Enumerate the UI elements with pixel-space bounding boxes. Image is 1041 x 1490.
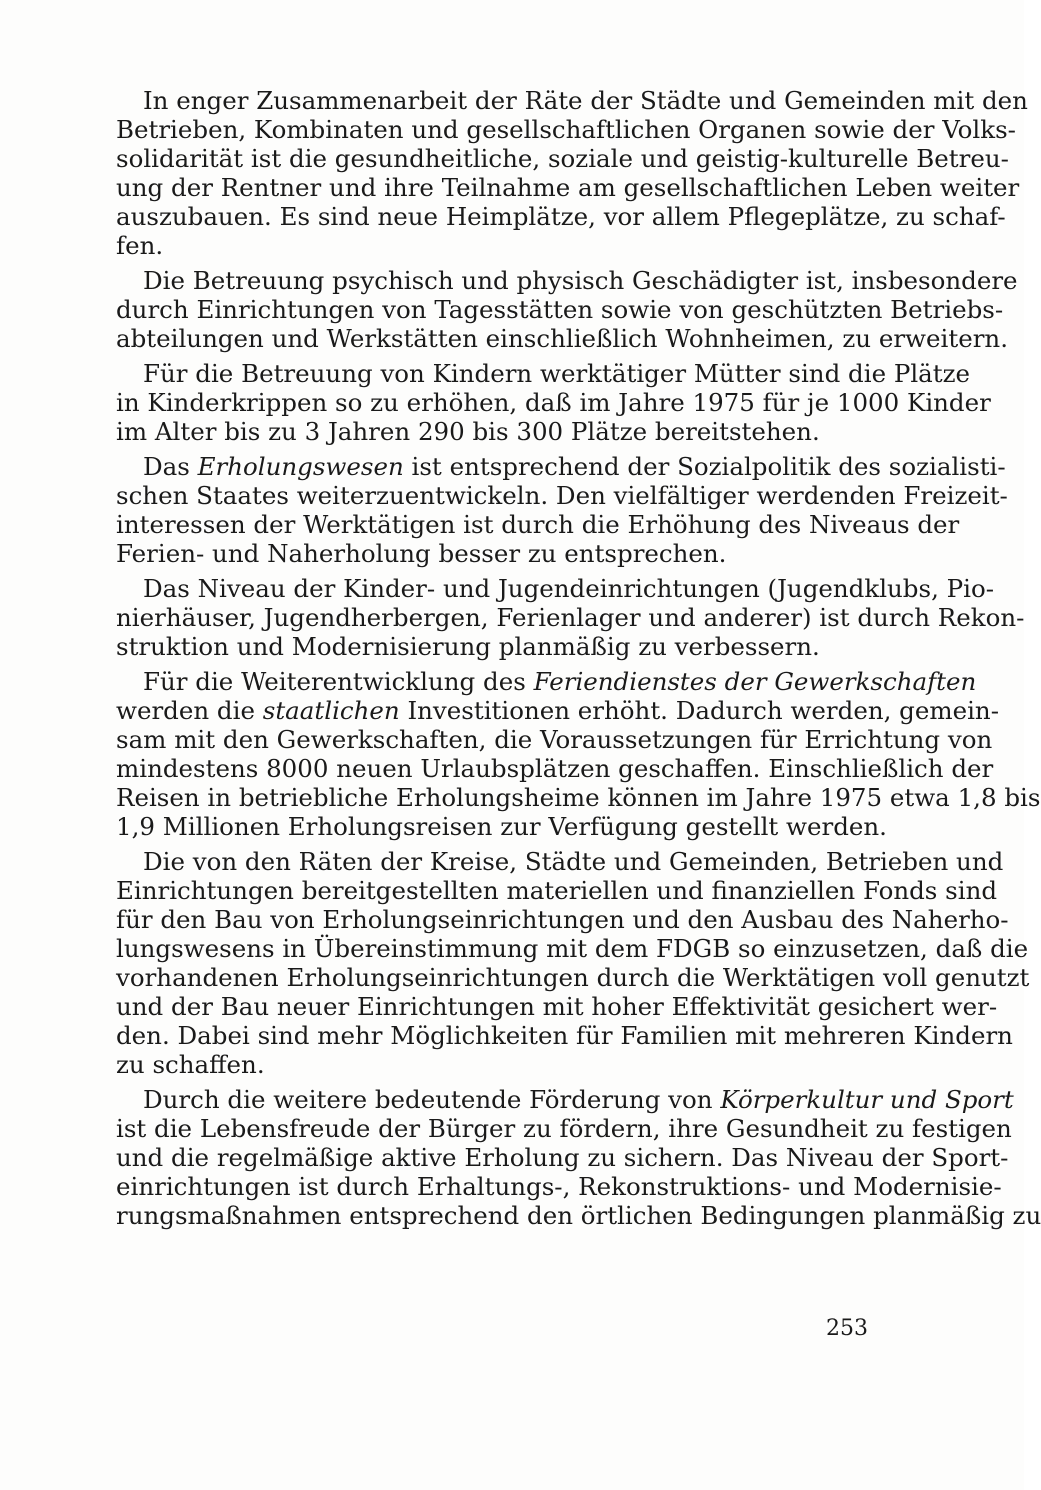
text-segment: den. Dabei sind mehr Möglichkeiten für Familien mit mehreren Kindern bbox=[116, 1021, 1013, 1050]
text-line bbox=[116, 1172, 1002, 1201]
text-segment: interessen der Werktätigen ist durch die Erhöhung des Niveaus der bbox=[116, 510, 960, 539]
text-line bbox=[116, 812, 910, 841]
text-line bbox=[116, 1021, 1013, 1050]
text-line bbox=[116, 417, 910, 446]
paragraph bbox=[116, 667, 1041, 841]
text-segment: struktion und Modernisierung planmäßig zu verbessern. bbox=[116, 632, 820, 661]
text-segment: Für die Betreuung von Kindern werktätiger Mütter sind die Plätze bbox=[143, 359, 971, 388]
paragraph bbox=[116, 1085, 1041, 1230]
text-line bbox=[116, 231, 910, 260]
emphasis-text: Erholungswesen bbox=[197, 452, 404, 481]
text-segment: in Kinderkrippen so zu erhöhen, daß im Jahre 1975 für je 1000 Kinder bbox=[116, 388, 991, 417]
text-segment: Das Niveau der Kinder- und Jugendeinrichtungen (Jugendklubs, Pio- bbox=[143, 574, 994, 603]
text-line bbox=[116, 574, 994, 603]
text-line bbox=[116, 934, 1029, 963]
paragraph bbox=[116, 266, 1018, 353]
text-segment: Das bbox=[143, 452, 198, 481]
text-segment: Für die Weiterentwicklung des bbox=[143, 667, 534, 696]
text-line bbox=[116, 876, 998, 905]
text-line bbox=[116, 539, 910, 568]
text-segment: ist die Lebensfreude der Bürger zu fördern, ihre Gesundheit zu festigen bbox=[116, 1114, 1012, 1143]
emphasis-text: Feriendienstes der Gewerkschaften bbox=[533, 667, 977, 696]
text-line bbox=[116, 266, 1018, 295]
text-line bbox=[116, 1201, 1041, 1230]
text-segment: Die Betreuung psychisch und physisch Geschädigter ist, insbesondere bbox=[143, 266, 1018, 295]
text-line bbox=[116, 963, 1030, 992]
text-segment: durch Einrichtungen von Tagesstätten sowie von geschützten Betriebs- bbox=[116, 295, 1004, 324]
text-segment: 1,9 Millionen Erholungsreisen zur Verfügung gestellt werden. bbox=[116, 812, 887, 841]
text-segment: und die regelmäßige aktive Erholung zu sichern. Das Niveau der Sport- bbox=[116, 1143, 1009, 1172]
text-segment: werden die bbox=[116, 696, 263, 725]
text-line bbox=[116, 388, 991, 417]
page-number: 253 bbox=[826, 1316, 868, 1341]
text-segment: Durch die weitere bedeutende Förderung von bbox=[143, 1085, 721, 1114]
emphasis-text: staatlichen bbox=[262, 696, 400, 725]
text-line bbox=[116, 1085, 1014, 1114]
text-segment: In enger Zusammenarbeit der Räte der Städte und Gemeinden mit den bbox=[143, 86, 1028, 115]
paragraph bbox=[116, 574, 1025, 661]
text-line bbox=[116, 696, 999, 725]
text-line bbox=[116, 359, 971, 388]
text-line bbox=[116, 1114, 1012, 1143]
text-line bbox=[116, 1050, 910, 1079]
text-line bbox=[116, 783, 1041, 812]
body-text bbox=[116, 86, 1041, 1236]
text-segment: sam mit den Gewerkschaften, die Voraussetzungen für Errichtung von bbox=[116, 725, 993, 754]
text-segment: solidarität ist die gesundheitliche, soziale und geistig-kulturelle Betreu- bbox=[116, 144, 1009, 173]
text-line bbox=[116, 86, 1028, 115]
text-line bbox=[116, 1143, 1009, 1172]
text-line bbox=[116, 452, 1006, 481]
text-segment: für den Bau von Erholungseinrichtungen und den Ausbau des Naherho- bbox=[116, 905, 1009, 934]
text-line bbox=[116, 481, 1008, 510]
text-segment: im Alter bis zu 3 Jahren 290 bis 300 Plätze bereitstehen. bbox=[116, 417, 820, 446]
text-line bbox=[116, 667, 977, 696]
text-line bbox=[116, 295, 1004, 324]
text-segment: Betrieben, Kombinaten und gesellschaftlichen Organen sowie der Volks- bbox=[116, 115, 1016, 144]
text-segment: Ferien- und Naherholung besser zu entsprechen. bbox=[116, 539, 727, 568]
text-segment: vorhandenen Erholungseinrichtungen durch die Werktätigen voll genutzt bbox=[116, 963, 1030, 992]
text-segment: ist entsprechend der Sozialpolitik des sozialisti- bbox=[403, 452, 1006, 481]
text-line bbox=[116, 992, 998, 1021]
text-segment: auszubauen. Es sind neue Heimplätze, vor allem Pflegeplätze, zu schaf- bbox=[116, 202, 1006, 231]
text-line bbox=[116, 725, 993, 754]
text-line bbox=[116, 324, 1008, 353]
text-segment: einrichtungen ist durch Erhaltungs-, Rekonstruktions- und Modernisie- bbox=[116, 1172, 1002, 1201]
paragraph bbox=[116, 359, 991, 446]
text-line bbox=[116, 202, 1006, 231]
text-line bbox=[116, 754, 994, 783]
text-line bbox=[116, 144, 1009, 173]
text-line bbox=[116, 905, 1009, 934]
text-line bbox=[116, 603, 1025, 632]
paragraph bbox=[116, 86, 1028, 260]
text-segment: fen. bbox=[116, 231, 164, 260]
text-line bbox=[116, 847, 1004, 876]
text-segment: Die von den Räten der Kreise, Städte und Gemeinden, Betrieben und bbox=[143, 847, 1004, 876]
text-segment: schen Staates weiterzuentwickeln. Den vielfältiger werdenden Freizeit- bbox=[116, 481, 1008, 510]
text-line bbox=[116, 510, 960, 539]
text-line bbox=[116, 632, 910, 661]
text-segment: Einrichtungen bereitgestellten materiellen und finanziellen Fonds sind bbox=[116, 876, 998, 905]
text-segment: lungswesens in Übereinstimmung mit dem FDGB so einzusetzen, daß die bbox=[116, 934, 1029, 963]
text-segment: zu schaffen. bbox=[116, 1050, 265, 1079]
paragraph bbox=[116, 452, 1008, 568]
text-segment: ung der Rentner und ihre Teilnahme am gesellschaftlichen Leben weiter bbox=[116, 173, 1020, 202]
paragraph bbox=[116, 847, 1030, 1079]
text-segment: rungsmaßnahmen entsprechend den örtlichen Bedingungen planmäßig zu bbox=[116, 1201, 1041, 1230]
text-segment: Reisen in betriebliche Erholungsheime können im Jahre 1975 etwa 1,8 bis bbox=[116, 783, 1041, 812]
emphasis-text: Körperkultur und Sport bbox=[720, 1085, 1014, 1114]
text-segment: abteilungen und Werkstätten einschließlich Wohnheimen, zu erweitern. bbox=[116, 324, 1008, 353]
text-line bbox=[116, 173, 1020, 202]
text-segment: mindestens 8000 neuen Urlaubsplätzen geschaffen. Einschließlich der bbox=[116, 754, 994, 783]
text-segment: Investitionen erhöht. Dadurch werden, gemein- bbox=[399, 696, 999, 725]
text-segment: und der Bau neuer Einrichtungen mit hoher Effektivität gesichert wer- bbox=[116, 992, 998, 1021]
text-segment: nierhäuser, Jugendherbergen, Ferienlager und anderer) ist durch Rekon- bbox=[116, 603, 1025, 632]
text-line bbox=[116, 115, 1016, 144]
